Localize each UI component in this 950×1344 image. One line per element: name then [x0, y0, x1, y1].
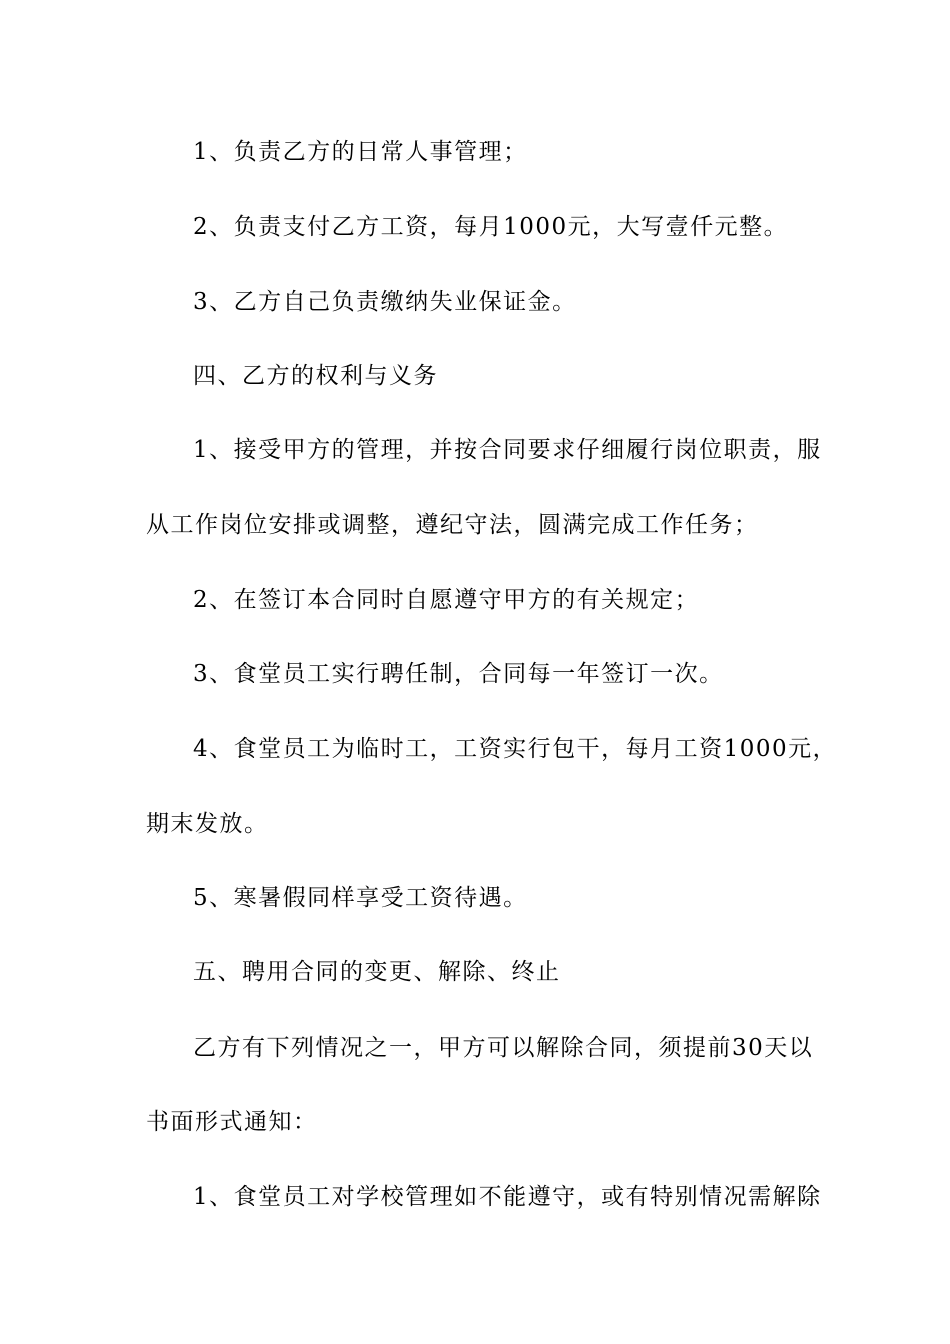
paragraph-line: 4、食堂员工为临时工，工资实行包干，每月工资1000元，	[193, 736, 838, 762]
paragraph-line: 3、乙方自己负责缴纳失业保证金。	[193, 289, 577, 315]
paragraph-line: 5、寒暑假同样享受工资待遇。	[193, 885, 528, 911]
paragraph-line: 1、接受甲方的管理，并按合同要求仔细履行岗位职责，服	[193, 437, 822, 463]
paragraph-line: 1、食堂员工对学校管理如不能遵守，或有特别情况需解除	[193, 1184, 822, 1210]
paragraph-line: 2、在签订本合同时自愿遵守甲方的有关规定；	[193, 587, 700, 613]
paragraph-line: 3、食堂员工实行聘任制，合同每一年签订一次。	[193, 661, 724, 687]
paragraph-line: 期末发放。	[146, 811, 269, 837]
paragraph-line: 乙方有下列情况之一，甲方可以解除合同，须提前30天以	[193, 1035, 814, 1061]
paragraph-line: 从工作岗位安排或调整，遵纪守法，圆满完成工作任务；	[146, 512, 759, 538]
section-heading: 四、乙方的权利与义务	[193, 363, 438, 389]
paragraph-line: 书面形式通知：	[146, 1109, 318, 1135]
paragraph-line: 2、负责支付乙方工资，每月1000元，大写壹仟元整。	[193, 214, 789, 240]
paragraph-line: 1、负责乙方的日常人事管理；	[193, 139, 528, 165]
section-heading: 五、聘用合同的变更、解除、终止	[193, 959, 561, 985]
